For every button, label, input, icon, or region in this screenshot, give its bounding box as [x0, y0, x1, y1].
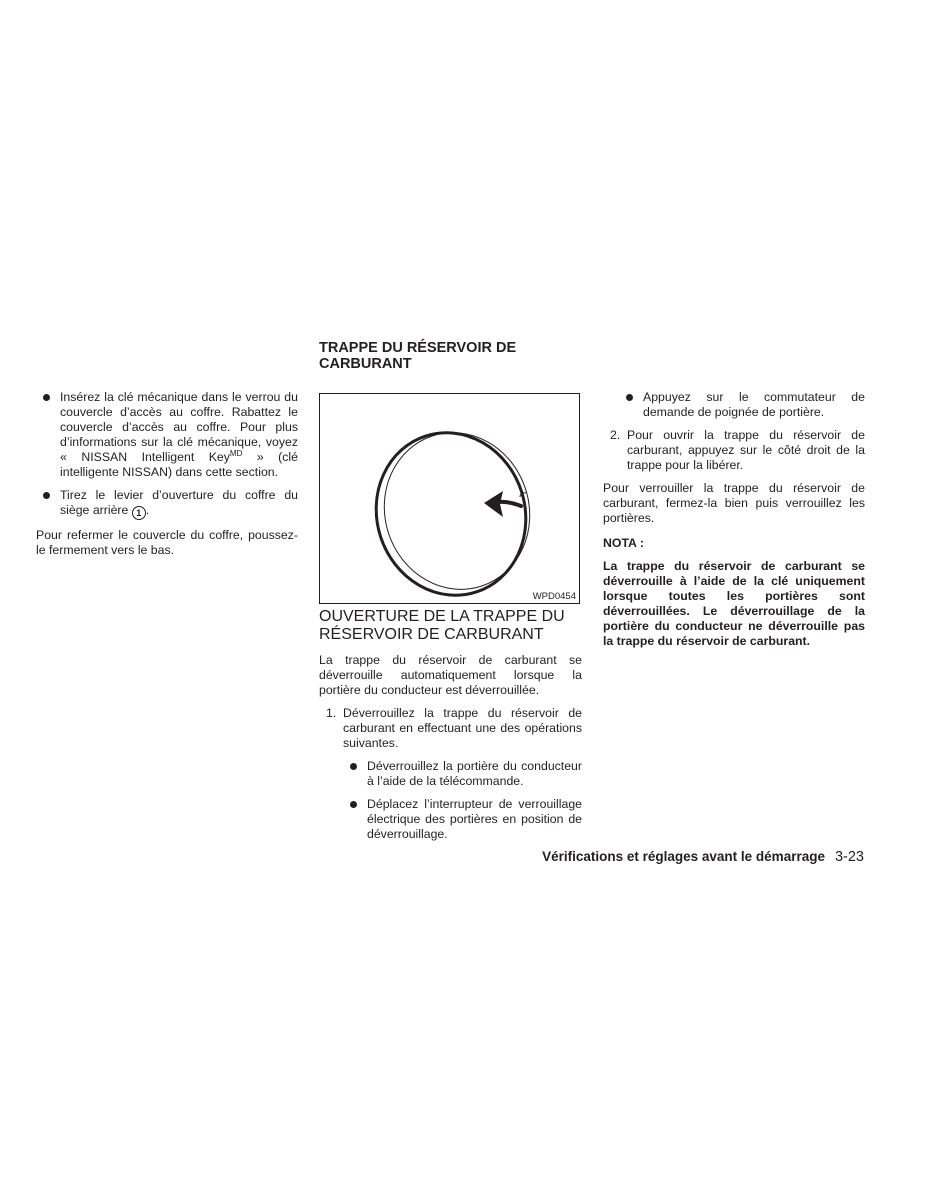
chapter-title: Vérifications et réglages avant le démarrage — [542, 849, 825, 864]
list-item: Déverrouillez la portière du conducteur à l’aide de la télécommande. — [343, 759, 582, 789]
numbered-step — [319, 706, 582, 751]
numbered-step — [603, 428, 865, 473]
fuel-door-recess — [364, 414, 550, 605]
page-number: 3-23 — [834, 849, 864, 865]
paragraph: Pour verrouiller la trappe du réservoir de carburant, fermez-la bien puis verrouillez les portières. — [603, 481, 865, 525]
fuel-door-illustration — [319, 393, 580, 604]
nota-label: NOTA : — [603, 536, 644, 550]
list-item: Déplacez l’interrupteur de verrouillage électrique des portières en position de déverrouillage. — [343, 797, 582, 842]
fuel-door-drawing — [320, 394, 581, 605]
step-number: 1. — [326, 706, 337, 720]
page-footer — [400, 849, 864, 865]
step-number: 2. — [610, 428, 621, 442]
figure-code: WPD0454 — [532, 591, 576, 602]
paragraph: Pour refermer le couvercle du coffre, poussez-le fermement vers le bas. — [36, 528, 298, 557]
step-text: Déverrouillez la trappe du réservoir de carburant en effectuant une des opérations suivantes. — [343, 706, 582, 750]
list-item — [36, 488, 298, 520]
section-title: TRAPPE DU RÉSERVOIR DE CARBURANT — [319, 340, 517, 372]
middle-column — [319, 340, 582, 842]
list-item — [36, 390, 298, 480]
step-text: Pour ouvrir la trappe du réservoir de carburant, appuyez sur le côté droit de la trappe pour la libérer. — [627, 428, 865, 472]
nota-text: La trappe du réservoir de carburant se déverrouille à l’aide de la clé uniquement lorsque toutes les portières sont déverrouillées. Le déverrouillage de la portière du conducteur ne déverrouille pas la trappe du réservoir de carburant. — [603, 559, 865, 648]
bullet-text-continued: » (clé intelligente NISSAN) dans cette section. — [60, 450, 298, 479]
list-item: Appuyez sur le commutateur de demande de poignée de portière. — [619, 390, 865, 420]
punctuation: . — [145, 503, 150, 517]
arrow-shaft — [498, 502, 521, 506]
arrow-left-icon — [484, 491, 503, 517]
trademark-superscript: MD — [229, 448, 243, 458]
bullet-text: Insérez la clé mécanique dans le verrou du couvercle d’accès au coffre. Rabattez le couvercle d’accès au coffre. Pour plus d’informations sur la clé mécanique, voyez « NISSAN Intelligent Key — [60, 390, 298, 464]
bullet-text: Tirez le levier d’ouverture du coffre du siège arrière — [60, 488, 298, 517]
subsection-title: OUVERTURE DE LA TRAPPE DU RÉSERVOIR DE CARBURANT — [319, 608, 565, 643]
callout-number: 1 — [132, 506, 146, 520]
right-column — [603, 390, 865, 649]
paragraph: La trappe du réservoir de carburant se déverrouille automatiquement lorsque la portière du conducteur est déverrouillée. — [319, 653, 582, 697]
left-column — [36, 390, 298, 558]
